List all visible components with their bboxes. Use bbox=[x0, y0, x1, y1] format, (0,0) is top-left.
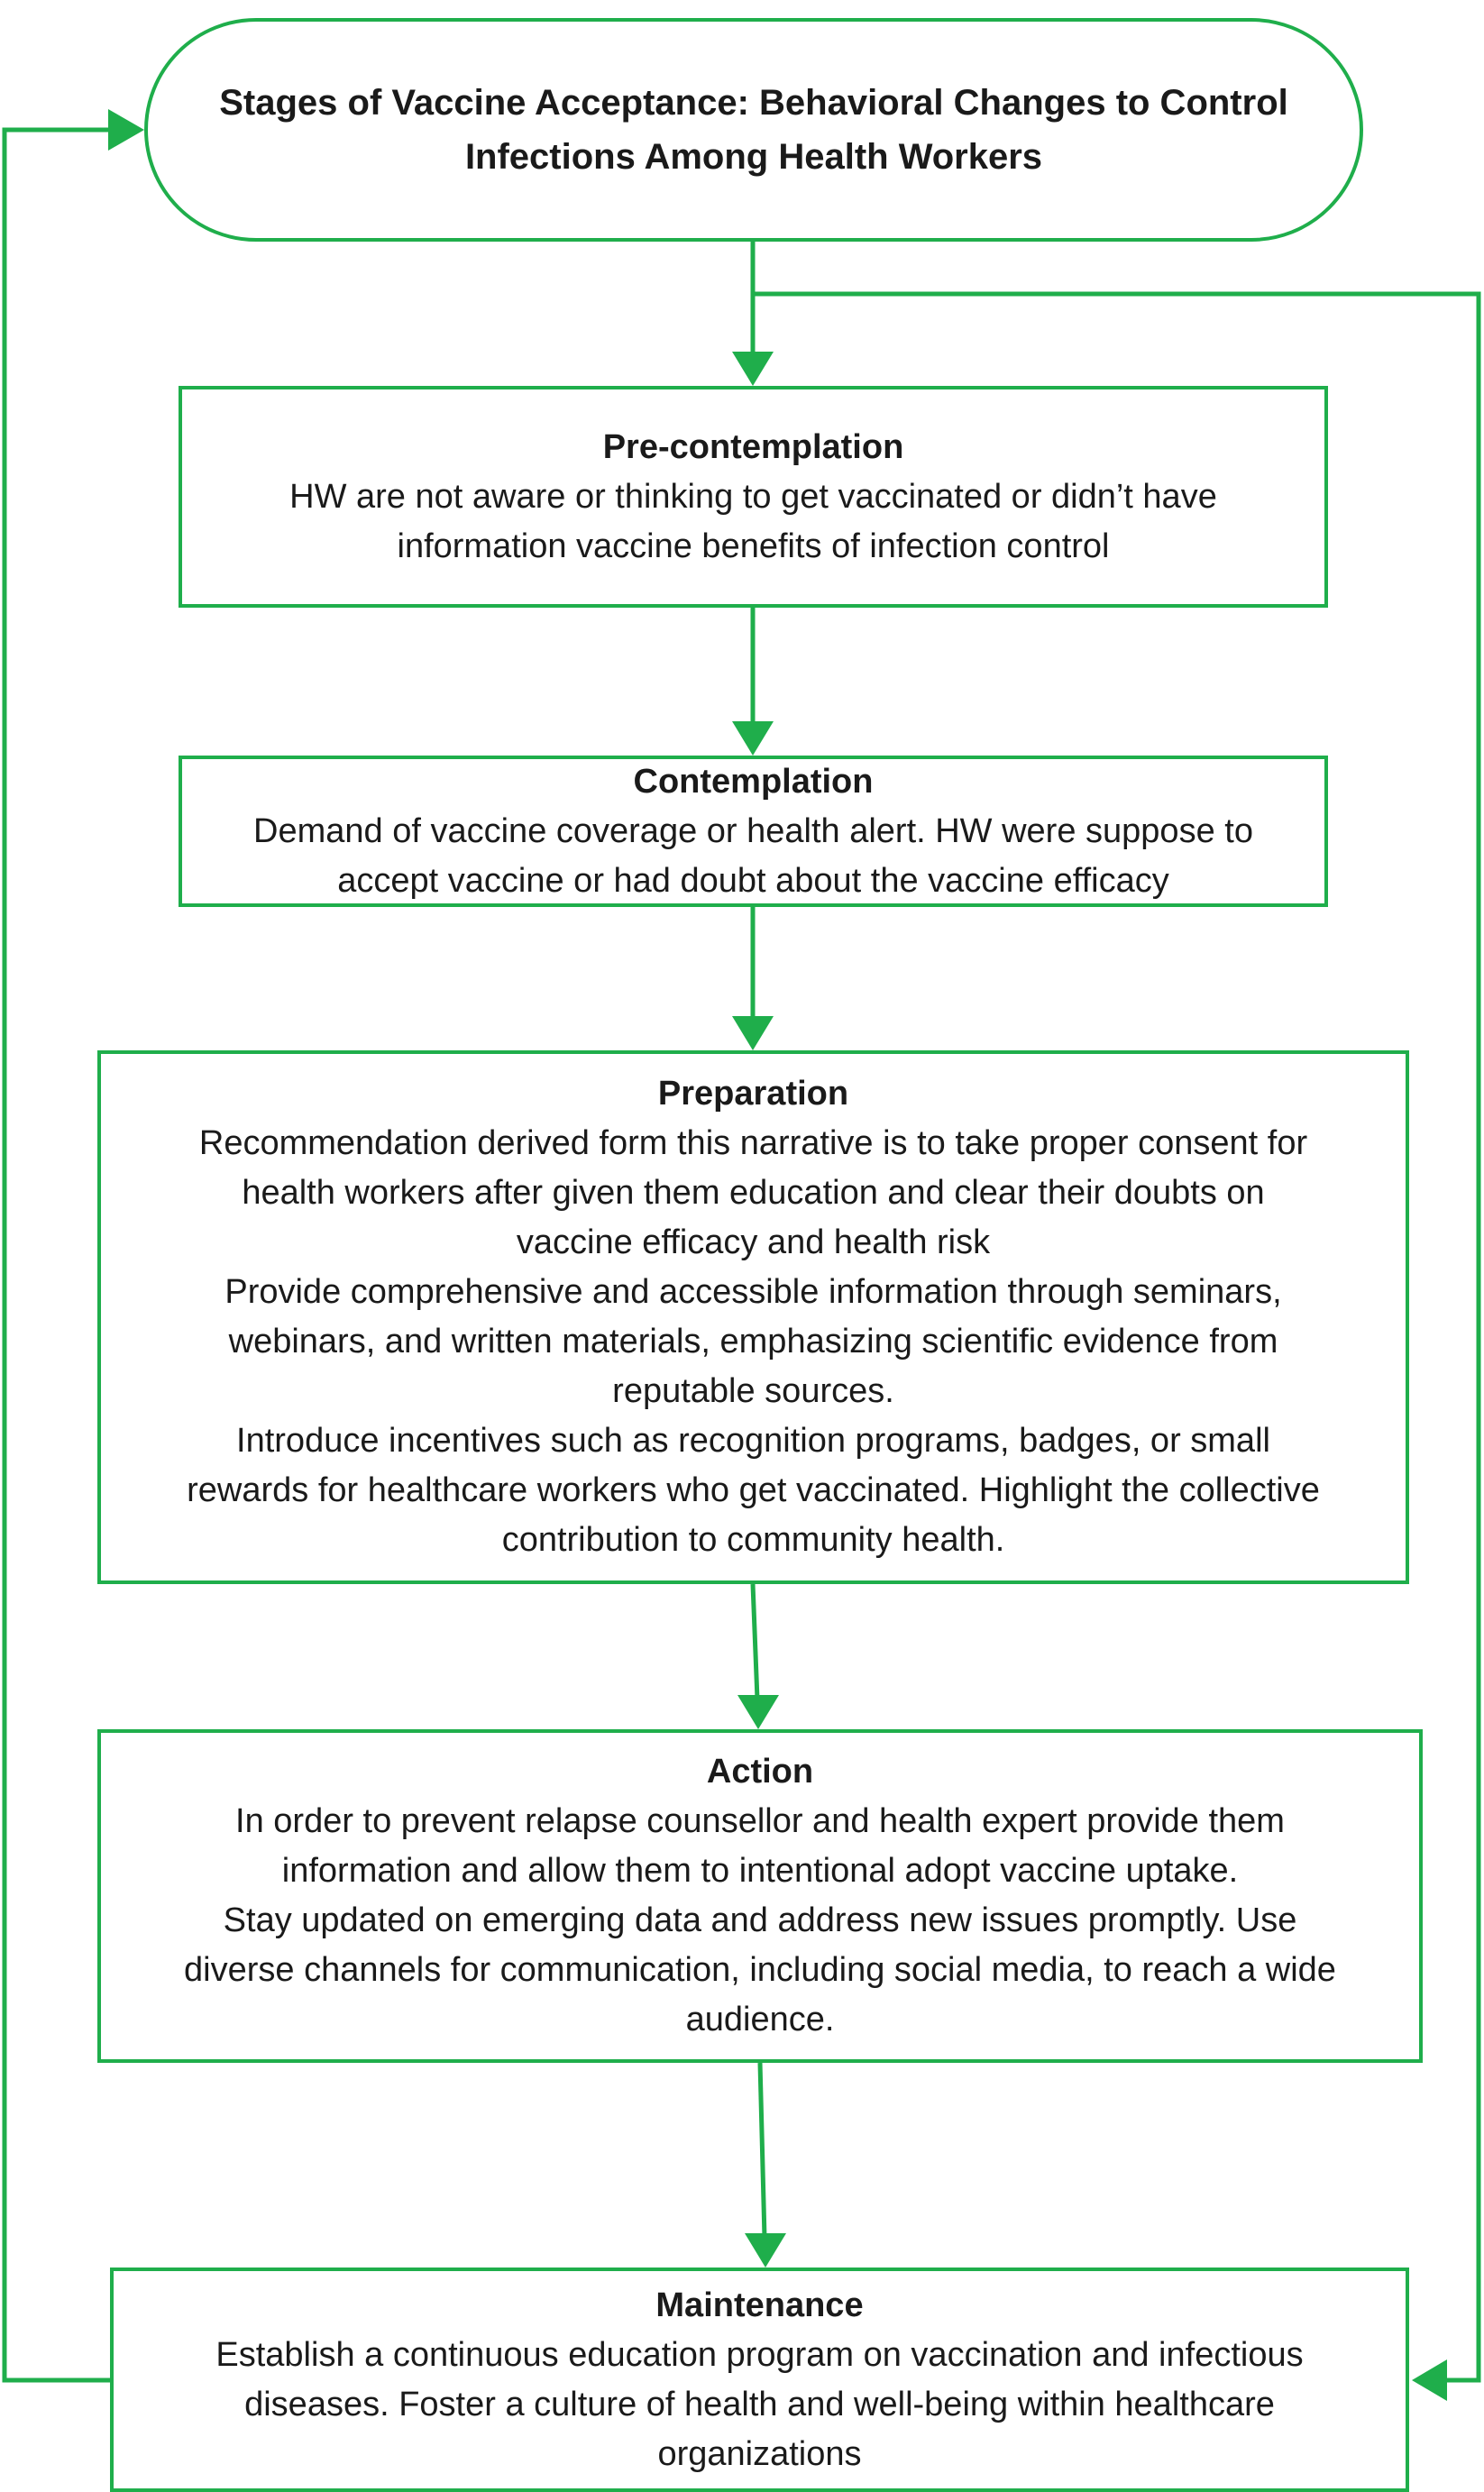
stage-text-line: information vaccine benefits of infection control bbox=[397, 527, 1110, 565]
stage-title: Contemplation bbox=[633, 762, 874, 801]
stage-title: Maintenance bbox=[655, 2286, 864, 2324]
stage-action bbox=[97, 1729, 1423, 2063]
arrowhead-start-left bbox=[108, 109, 144, 151]
stage-text-line: Recommendation derived form this narrative is to take proper consent for bbox=[198, 1124, 1308, 1162]
stage-title: Preparation bbox=[657, 1075, 849, 1113]
stage-text-line: accept vaccine or had doubt about the vaccine efficacy bbox=[337, 861, 1169, 900]
stage-text-line: In order to prevent relapse counsellor and health expert provide them bbox=[235, 1802, 1285, 1840]
arrow-maintenance-to-start-loop bbox=[5, 130, 113, 2380]
stage-text-line: audience. bbox=[685, 2001, 835, 2038]
stage-text-line: Establish a continuous education program on vaccination and infectious bbox=[215, 2335, 1304, 2374]
stage-title: Action bbox=[706, 1753, 814, 1791]
start-title-line-1: Stages of Vaccine Acceptance: Behavioral Changes to Control bbox=[219, 83, 1288, 123]
stage-text-line: reputable sources. bbox=[612, 1372, 894, 1410]
stage-title: Pre-contemplation bbox=[602, 427, 904, 466]
stage-text-line: health workers after given them education and clear their doubts on bbox=[242, 1174, 1265, 1212]
arrowhead-preparation bbox=[732, 1016, 774, 1050]
stage-contemplation bbox=[179, 756, 1328, 907]
stage-precontemplation bbox=[179, 386, 1328, 608]
stage-text-line: diseases. Foster a culture of health and well-being within healthcare bbox=[244, 2385, 1275, 2423]
arrowhead-maintenance bbox=[745, 2233, 786, 2268]
arrowhead-maintenance-right bbox=[1412, 2359, 1447, 2401]
stage-text-line: contribution to community health. bbox=[501, 1521, 1005, 1559]
stage-text-line: webinars, and written materials, emphasizing scientific evidence from bbox=[228, 1323, 1278, 1361]
stage-text-line: diverse channels for communication, including social media, to reach a wide bbox=[184, 1951, 1336, 1989]
arrowhead-precontemplation bbox=[732, 352, 774, 386]
stage-text-line: Provide comprehensive and accessible information through seminars, bbox=[224, 1273, 1282, 1311]
stage-preparation bbox=[97, 1050, 1409, 1584]
stage-text-line: vaccine efficacy and health risk bbox=[516, 1223, 991, 1261]
stage-text-line: information and allow them to intentional adopt vaccine uptake. bbox=[281, 1852, 1239, 1890]
arrowhead-contemplation bbox=[732, 721, 774, 756]
arrow-action-to-maintenance bbox=[760, 2063, 765, 2238]
stage-maintenance bbox=[110, 2268, 1409, 2492]
stage-text-line: Stay updated on emerging data and address new issues promptly. Use bbox=[223, 1901, 1297, 1939]
arrowhead-action bbox=[737, 1695, 779, 1729]
stage-text-line: Demand of vaccine coverage or health alert. HW were suppose to bbox=[253, 811, 1253, 850]
arrow-preparation-to-action bbox=[753, 1584, 757, 1700]
start-title-line-2: Infections Among Health Workers bbox=[464, 137, 1043, 177]
stage-text-line: Introduce incentives such as recognition programs, badges, or small bbox=[236, 1422, 1270, 1460]
stage-text-line: HW are not aware or thinking to get vaccinated or didn’t have bbox=[289, 477, 1217, 516]
start-terminal bbox=[144, 18, 1363, 242]
stage-text-line: rewards for healthcare workers who get vaccinated. Highlight the collective bbox=[187, 1471, 1320, 1509]
stage-text-line: organizations bbox=[657, 2434, 862, 2473]
